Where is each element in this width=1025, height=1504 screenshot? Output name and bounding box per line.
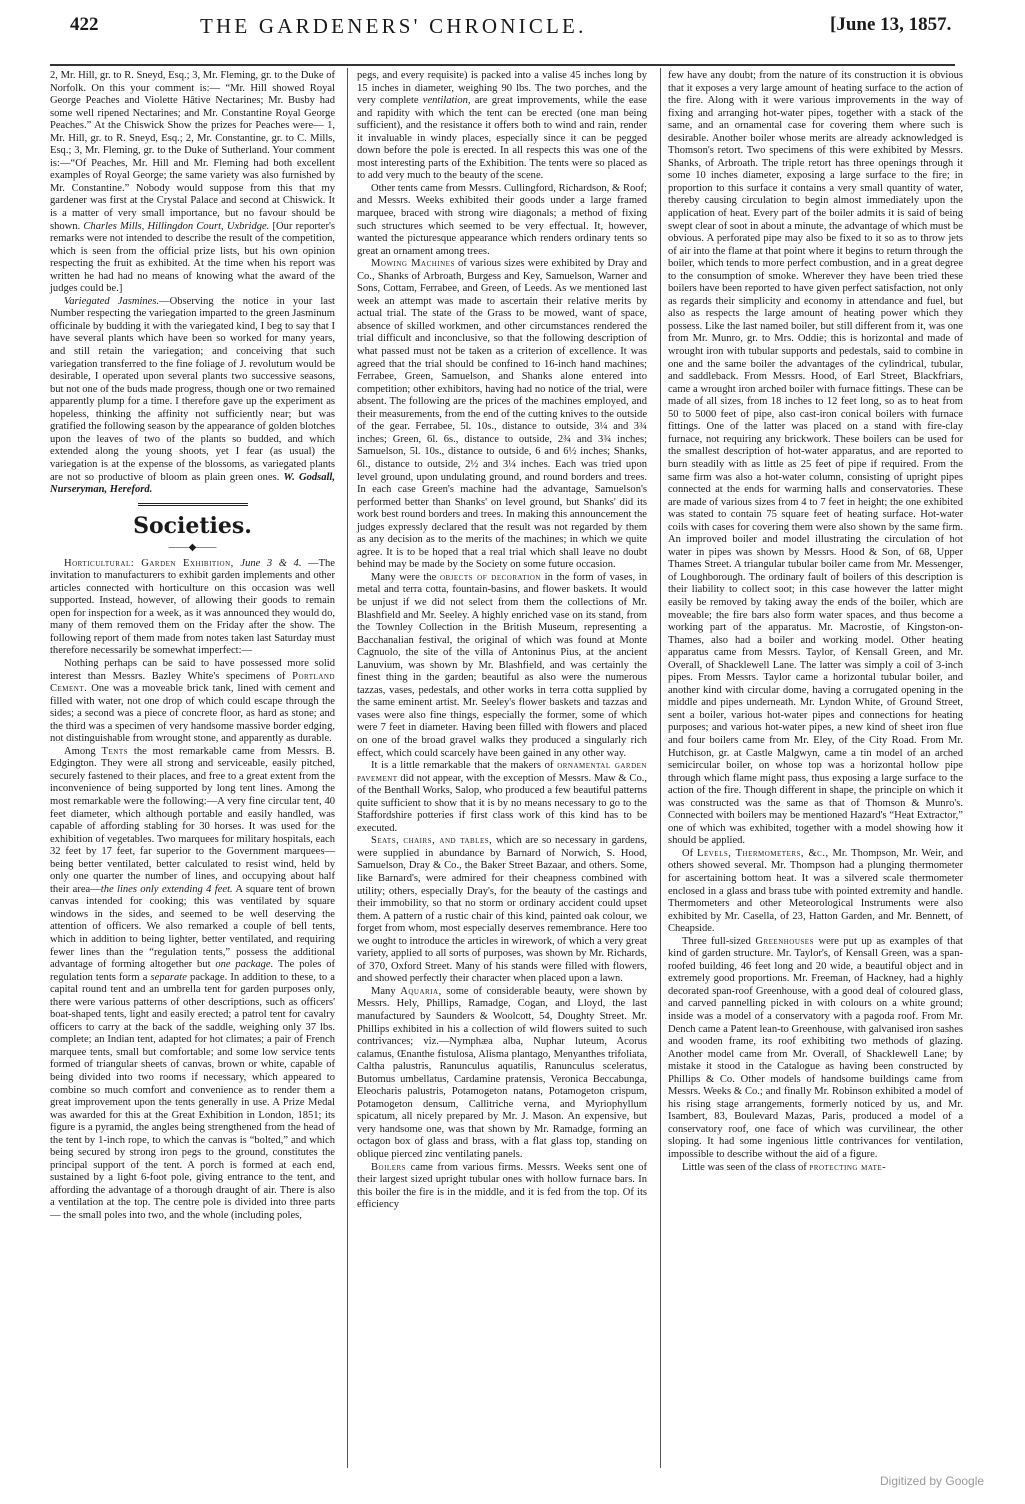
- paragraph-text: came from various firms. Messrs. Weeks sent one of their largest sized upright tubular ones with hollow furnace bars. In this boiler the fire is in the middle, and it is fed from the top. Of its efficiency: [357, 1161, 647, 1211]
- topic-keyword: Greenhouses: [755, 935, 814, 947]
- article-lead: Horticultural: Garden Exhibition,: [64, 557, 234, 569]
- paragraph: [668, 1162, 963, 1175]
- paragraph: [668, 936, 963, 1162]
- paragraph-text: Many were the: [371, 571, 437, 583]
- topic-keyword: Boilers: [371, 1161, 407, 1173]
- emphasis: the lines only extending 4 feet.: [100, 883, 233, 895]
- paragraph: [357, 70, 647, 183]
- topic-keyword: protecting mate-: [809, 1161, 887, 1173]
- paragraph-text: the most remarkable came from Messrs. B. Edgington. They were all strong and serviceable, easily pitched, securely fastened to their places, and free to a great extent from the inconvenience of being supported by long tent lines. Among the most remarkable were the following:—A very fine circular tent, 40 feet diameter, which although portable and easily handled, was capable of affording stabling for 30 horses. It was used for the exhibition of vegetables. Two marquees for military hospitals, each 32 feet by 17 feet, far superior to the Government marquees— being better ventilated, better calculated to resist wind, held by only one quarter the number of lines, and occupying about half their area—: [50, 745, 335, 895]
- paragraph-text: A square tent of brown canvas intended for cooking; this was ventilated by square windows in the sides, and seemed to be well deserving the attention of officers. We also remarked a couple of bell tents, which in addition to being lighter, better ventilated, and requiring fewer lines than the “regulation tents,” possess the additional advantage of forming altogether but: [50, 883, 335, 971]
- column-3: [668, 70, 963, 1174]
- paragraph-text: of various sizes were exhibited by Dray and Co., Shanks of Arbroath, Burgess and Key, Samuelson, Warner and Sons, Cottam, Ferrabee, and Green, of Leeds. As we mentioned last week an attempt was made to ascertain their relative merits by actual trial. The state of the Grass to be mowed, want of space, absence of skilled workmen, and other circumstances rendered the trial difficult and inconclusive, so that the following description of what passed must not be taken as a criterion of excellence. It was agreed that the trial should be confined to 16-inch hand machines; Ferrabee, Green, Samuelson, and Shanks alone entered into competition; other exhibitors, having had no notice of the trial, were absent. The following are the prices of the machines employed, and their measurements, from the end of the cutting knives to the outside of the gear. Ferrabee, 5l. 10s., distance to outside, 3¼ and 3¾ inches; Green, 6l. 6s., distance to outside, 2¾ and 3¾ inches; Samuelson, 5l. 10s., distance to outside, 6 and 6½ inches; Shanks, 6l., distance to outside, 2½ and 3¼ inches. Each was tried upon level ground, upon undulating ground, and round borders and trees. In each case Green's machine had the advantage, Samuelson's performed better than Shanks' on level ground, but Shanks' did its work best round borders and trees. In making this announcement the judges expressly declared that the result was not regarded by them as any decision as to the merits of the machines; in which we quite agree. It is to be hoped that a real trial which shall leave no doubt behind may be made by the Society on some future occasion.: [357, 258, 648, 571]
- paragraph: [50, 558, 335, 658]
- paragraph: [668, 848, 963, 936]
- paragraph: [50, 296, 335, 497]
- emphasis: ventilation,: [422, 95, 471, 107]
- paragraph: [668, 70, 963, 848]
- paragraph-text: —The invitation to manufacturers to exhibit garden implements and other articles connected with horticulture on this occasion was well supported. Instead, however, of allowing their goods to remain open for inspection for a week, as it was announced they would do, many of them removed them on the Friday after the show. The following report of them made from notes taken last Saturday must therefore necessarily be somewhat imperfect:—: [50, 557, 335, 657]
- paragraph-text: Of: [682, 847, 694, 859]
- page-number: 422: [70, 14, 99, 35]
- section-divider: [138, 503, 248, 508]
- paragraph-text: Three full-sized: [682, 935, 751, 947]
- topic-keyword: Tents: [101, 745, 128, 757]
- issue-date: [June 13, 1857.: [830, 14, 952, 35]
- paragraph-text: 2, Mr. Hill, gr. to R. Sneyd, Esq.; 3, Mr. Fleming, gr. to the Duke of Norfolk. On this your comment is:— “Mr. Hill showed Royal George Peaches and Violette Hâtive Nectarines; Mr. Busby had some well ripened Nectarines; and Mr. Constantine Royal George Peaches.” At the Chiswick Show the prizes for Peaches were— 1, Mr. Hill, gr. to R. Sneyd, Esq.; 2, Mr. Constantine, gr. to C. Mills, Esq.; 3, Mr. Fleming, gr. to the Duke of Sutherland. Your comment is:—“Of Peaches, Mr. Hill and Mr. Fleming had both excellent examples of Royal George; the same variety was also furnished by Mr. Constantine.” Nobody would suppose from this that my gardener was first at the Crystal Palace and second at Chiswick. It is a matter of very small importance, but no favour should be shown.: [50, 70, 335, 232]
- header-rule: [50, 64, 955, 66]
- column-divider: [347, 68, 348, 1468]
- paragraph-text: few have any doubt; from the nature of its construction it is obvious that it exposes a very large amount of heating surface to the action of the fire. Along with it were various improvements in the way of fixing and arranging hot-water pipes, together with a stack of the same, and an ornamental case for covering them where such is desirable. Another boiler whose merits are already acknowledged is Thomson's retort. Two specimens of this were exhibited by Messrs. Shanks, of Arbroath. The triple retort has three openings through it some 10 inches diameter, exposing a large surface to the fire; in proportion to this surface it contains a very small quantity of water, thereby causing circulation to begin almost immediately upon the application of heat. Every part of the boiler admits it is said of being swept clear of soot in about a minute, the advantage of which must be obvious. A perforated pipe may also be fixed to it so as to throw jets of air into the flame at that point where it begins to return through the boiler, which tends to more perfect combustion, and in a great degree to the consumption of smoke. Wherever they have been tried these boilers have been reported to have given perfect satisfaction, not only as regards their simplicity and economy in attendance and fuel, but also as respects the large amount of heating power which they possess. Like the last named boiler, but still different from it, was one from Mr. Munro, gr. to Mrs. Oddie; this is horizontal and made of wrought iron with tubular supports and pedestals, said to combine in one and the same boiler the advantages of the cylindrical, tubular, and saddleback. From Messrs. Hood, of Earl Street, Blackfriars, came a wrought iron arched boiler with furnace fittings. These can be made of all sizes, from 18 inches to 12 feet long, so as to heat from 50 to 5000 feet of pipe, also cast-iron conical boilers with furnace fittings. One of the latter was placed on a stand with fire-clay furnace, not requiring any brickwork. These boilers can be used for the smallest description of hot-water apparatus, and are reported to burn steadily with as little as 25 feet of pipe if required. From the same firm was also a hot-water column, consisting of upright pipes connected at the ends for warming halls and conservatories. These are made of various sizes from 4 to 7 feet in height; the one exhibited was stated to contain 75 square feet of heating surface. Hot-water coils with cases for covering them were also shown by the same firm. An improved boiler and model illustrating the circulation of hot water in pipes was shown by Messrs. Hood & Son, of 68, Upper Thames Street. A triangular tubular boiler came from Mr. Messenger, of Loughborough. The ordinary fault of boilers of this description is their liability to collect soot; in this case however the latter might easily be removed by taking away the ends of the boiler, which are moveable; the fire bars also form water spaces, and thus become a working part of the apparatus. Mr. Macrostie, of Kingston-on-Thames, also had a boiler and working model. Other heating apparatus came from Messrs. Taylor, of Kensall Green, and Mr. Overall, of Shacklewell Lane. The latter was simply a coil of 3-inch pipes. From Messrs. Taylor came a horizontal tubular boiler, and another kind with circular dome, having a corrugated opening in the middle and pipes underneath. Mr. Lyndon White, of Ground Street, sent a boiler, various hot-water pipes and connections for heating purposes; and various hot-water pipes, a new kind of sheet iron flue and four boilers came from Mr. Eley, of the City Road. From Mr. Hutchison, gr. at Castle Malgwyn, came a tin model of an arched semicircular boiler, on whose top was a horizontal hollow pipe through which flame might pass, thus exposing a large surface to the action of the fire. Though different in shape, the principle on which it was constructed was the same as that of Thomson & Munro's. Connected with boilers may be mentioned Hazard's “Heat Extractor,” one of which was exhibited, together with a model showing how it should be applied.: [668, 70, 963, 847]
- paragraph-text: The poles of regulation tents form a: [50, 959, 335, 983]
- paragraph-text: did not appear, with the exception of Messrs. Maw & Co., of the Benthall Works, Salop, who produced a few beautiful patterns quite sufficient to show that it is by no means necessary to go to the Staffordshire potteries if first class work of this kind has to be executed.: [357, 772, 647, 834]
- topic-keyword: Levels, Thermometers, &c.,: [697, 847, 829, 859]
- paragraph: [50, 658, 335, 746]
- section-heading: Societies.: [133, 512, 252, 539]
- paragraph: [357, 183, 647, 258]
- topic-keyword: Portland Cement.: [50, 670, 335, 695]
- topic-keyword: ornamental garden pavement: [357, 760, 647, 784]
- paragraph-text: package. In addition to these, to a capital round tent and an umbrella tent for garden purposes only, there were various patterns of other descriptions, such as officers' boat-shaped tents, light and easily erected; a patrol tent for cavalry officers to carry at the back of the saddle, weighing only 37 lbs. complete; an Indian tent, adapted for hot climates; a pair of French marquee tents, small but comfortable; and some low service tents formed of triangular sheets of canvas, brown or white, capable of being divided into two rooms if necessary, which appeared to combine so much comfort and convenience as to render them a great improvement upon the tents generally in use. A Prize Medal was awarded for this at the Great Exhibition in London, 1851; its figure is a pyramid, the angles being strengthened from the head of the tent by 1-inch rope, to which the canvas is “bolted,” and which being secured by strong iron pegs to the ground, constitutes the principal support of the tent. A porch is formed at each end, sustained by a light 6-foot pole, giving entrance to the tent, and affording the advantage of a thorough draught of air. There is also a ventilation at the top. The centre pole is divided into three parts— the small poles into two, and the whole (including poles,: [50, 971, 335, 1222]
- paragraph-text: which are so necessary in gardens, were supplied in abundance by Barnard of Norwich, S. Hood, Samuelson, Dray & Co., the Baker Street Bazaar, and others. Some, like Barnard's, were admired for their cheapness combined with utility; others, especially Dray's, for the beauty of the castings and their immobility, so that no storm or ordinary accident could upset them. A pattern of a rustic chair of this kind, painted oak colour, we forget from whom, most especially deserves remembrance. Here too we ought to introduce the articles in wirework, of which a very great variety, applied to all sorts of purposes, was shown by Mr. Richards, of 370, Oxford Street. Many of his stands were filled with flowers, and showed perfectly their character when placed upon a lawn.: [357, 835, 648, 985]
- topic-keyword: Aquaria,: [400, 985, 442, 997]
- paragraph-text: Among: [64, 745, 96, 757]
- paragraph-text: —Observing the notice in your last Number respecting the variegation imparted to the green Jasminum officinale by budding it with the variegated kind, I beg to say that I have several plants which have been so worked for many years, and still retain the variegation; and conceiving that such variegation transferred to the fine foliage of J. revolutum would be desirable, I operated upon several plants two successive seasons, but not one of the buds made progress, though one or two remained apparently plump for a time. I therefore gave up the experiment as hopeless, thinking the affinity not sufficiently near; but was gratified the following season by the appearance of golden blotches upon the leaves of two of the plants so budded, and which extended along the young shoots, yet I fear (as usual) the variegation is at the expense of the blossoms, as variegated plants are not so productive of bloom as plain green ones.: [50, 295, 335, 483]
- topic-keyword: objects of decoration: [439, 571, 541, 583]
- masthead: [48, 14, 1018, 40]
- paragraph-text: Other tents came from Messrs. Cullingford, Richardson, & Roof; and Messrs. Weeks exhibited their goods under a large framed marquee, braced with strong wire diagonals; a method of fixing such structures which seemed to be very effectual. It, however, wanted the picturesque appearance which renders ordinary tents so great an ornament among trees.: [357, 182, 647, 257]
- paragraph: [357, 986, 647, 1162]
- article-title: Variegated Jasmines.: [64, 295, 160, 307]
- emphasis: separate: [150, 971, 187, 983]
- paragraph-text: Many: [371, 985, 396, 997]
- column-1: [50, 70, 335, 1223]
- paragraph-text: some of considerable beauty, were shown by Messrs. Hely, Phillips, Ramadge, Cogan, and Lloyd, the last manufactured by Saunders & Woolcott, 54, Doughty Street. Mr. Phillips exhibited in his a collection of wild flowers suited to such contrivances; viz.—Nymphæa alba, Nuphar luteum, Acorus calamus, Œnanthe fistulosa, Alisma plantago, Menyanthes trifoliata, Caltha palustris, Ranunculus aquatilis, Ranunculus sceleratus, Butomus umbellatus, Cardamine pratensis, Veronica Beccabunga, Eleocharis palustris, Potamogeton natans, Potamogeton crispum, Potamogeton densum, Callitriche verna, and Myriophyllum spicatum, all nicely prepared by Mr. J. Mason. An expensive, but very handsome one, was that shown by Mr. Ramadge, forming an octagon box of glass and brass, with a flat glass top, standing on oblique pierced zinc ventilating panels.: [357, 985, 648, 1161]
- article-date: June 3 & 4.: [240, 557, 302, 569]
- paragraph: [357, 258, 647, 572]
- paragraph-text: were put up as examples of that kind of garden structure. Mr. Taylor's, of Kensall Green, was a span-roofed building, 46 feet long and 20 wide, a beautiful object and in extremely good proportions. Mr. Freeman, of Hackney, had a highly decorated span-roof Greenhouse, with a good deal of coloured glass, and carved pannelling picked in with colours on a white ground; inside was a model of a conservatory with a pagoda roof. From Mr. Dench came a Patent lean-to Greenhouse, with galvanised iron sashes and wooden frame, its roof exhibiting two methods of glazing. Another model came from Mr. Overall, of Shacklewell Lane; by mistake it stood in the Catalogue as having been constructed by Phillips & Co. Other models of handsome buildings came from Messrs. Weeks & Co.; and finally Mr. Robinson exhibited a model of his rising stage arrangements, formerly noticed by us, and Mr. Isambert, 83, Boulevard Mazas, Paris, produced a model of a conservatory roof, one face of which was curvilinear, the other sloping. It had some ingenious little contrivances for ventilation, impossible to describe without the aid of a figure.: [668, 935, 963, 1161]
- paragraph-text: in the form of vases, in metal and terra cotta, fountain-basins, and flower baskets. It would be unjust if we did not select from them the collections of Mr. Blashfield and Mr. Seeley. A highly enriched vase on its stand, from the Townley Collection in the British Museum, representing a Bacchanalian festival, the original of which was found at Monte Cagnuolo, the site of the villa of Antoninus Pius, at the ancient Lanuvium, was shown by Mr. Blashfield, and was certainly the finest thing in the garden; beautiful as also were the numerous tazzas, vases, pedestals, and other works in terra cotta supplied by the same eminent artist. Mr. Seeley's flower baskets and tazzas and vases were also fine things, especially the former, some of which were 7 feet in diameter. Having been filled with flowers and placed on one of the broad gravel walks they produced a singularly rich effect, which could scarcely have been gained in any other way.: [357, 571, 647, 759]
- paragraph: [50, 70, 335, 296]
- column-2: [357, 70, 647, 1212]
- paragraph: [357, 835, 647, 986]
- paragraph-text: Mr. Thompson, Mr. Weir, and others showed several. Mr. Thompson had a plunging thermometer for ascertaining bottom heat. It was a silvered scale thermometer enclosed in a glass and brass tube with pointed extremity and handle. Thermometers and other Meteorological Instruments were also exhibited by Mr. Casella, of 23, Hatton Garden, and Mr. Bennett, of Cheapside.: [668, 847, 963, 935]
- publication-title: THE GARDENERS' CHRONICLE.: [200, 14, 587, 38]
- ornament-icon: ——◆——: [168, 541, 217, 553]
- digitized-watermark: Digitized by Google: [880, 1474, 985, 1488]
- paragraph-text: Little was seen of the class of: [682, 1161, 807, 1173]
- paragraph: [357, 1162, 647, 1212]
- paragraph-text: It is a little remarkable that the makers of: [371, 760, 554, 772]
- paragraph: [357, 572, 647, 760]
- paragraph: [357, 760, 647, 835]
- paragraph-text: are great improvements, while the ease and rapidity with which the tent can be erected (one man being sufficient), and the resistance it offers both to wind and rain, render it invaluable in windy places, especially since it can be pegged down before the pole is erected. In all respects this was one of the most interesting parts of the Exhibition. The tents were so placed as to add very much to the beauty of the scene.: [357, 95, 647, 182]
- editor-note: [Our reporter's remarks were not intended to describe the result of the competition, which is seen from the official prize lists, but his own opinion respecting the fruit as exhibited. At the time when his report was written he had had no means of knowing what the award of the judges could be.]: [50, 220, 336, 295]
- paragraph-text: One was a moveable brick tank, lined with cement and filled with water, not one drop of which could escape through the sides; a second was a piece of concrete floor, as hard as stone; and the third was a specimen of very handsome massive border edging, not distinguishable from wrought stone, and apparently as durable.: [50, 683, 335, 745]
- paragraph-text: Nothing perhaps can be said to have possessed more solid interest than Messrs. Bazley White's specimens of: [50, 657, 335, 682]
- emphasis: one package.: [215, 959, 274, 971]
- signature: Charles Mills, Hillingdon Court, Uxbridge.: [83, 220, 270, 232]
- column-divider: [660, 68, 661, 1468]
- paragraph: [50, 746, 335, 1223]
- paragraph-text: pegs, and every requisite) is packed into a valise 45 inches long by 15 inches in diameter, weighing 90 lbs. The two porches, and the very complete: [357, 70, 647, 107]
- topic-keyword: Seats, chairs, and tables,: [371, 835, 493, 847]
- topic-keyword: Mowing Machines: [371, 258, 455, 270]
- signature: W. Godsall, Nurseryman, Hereford.: [50, 471, 335, 496]
